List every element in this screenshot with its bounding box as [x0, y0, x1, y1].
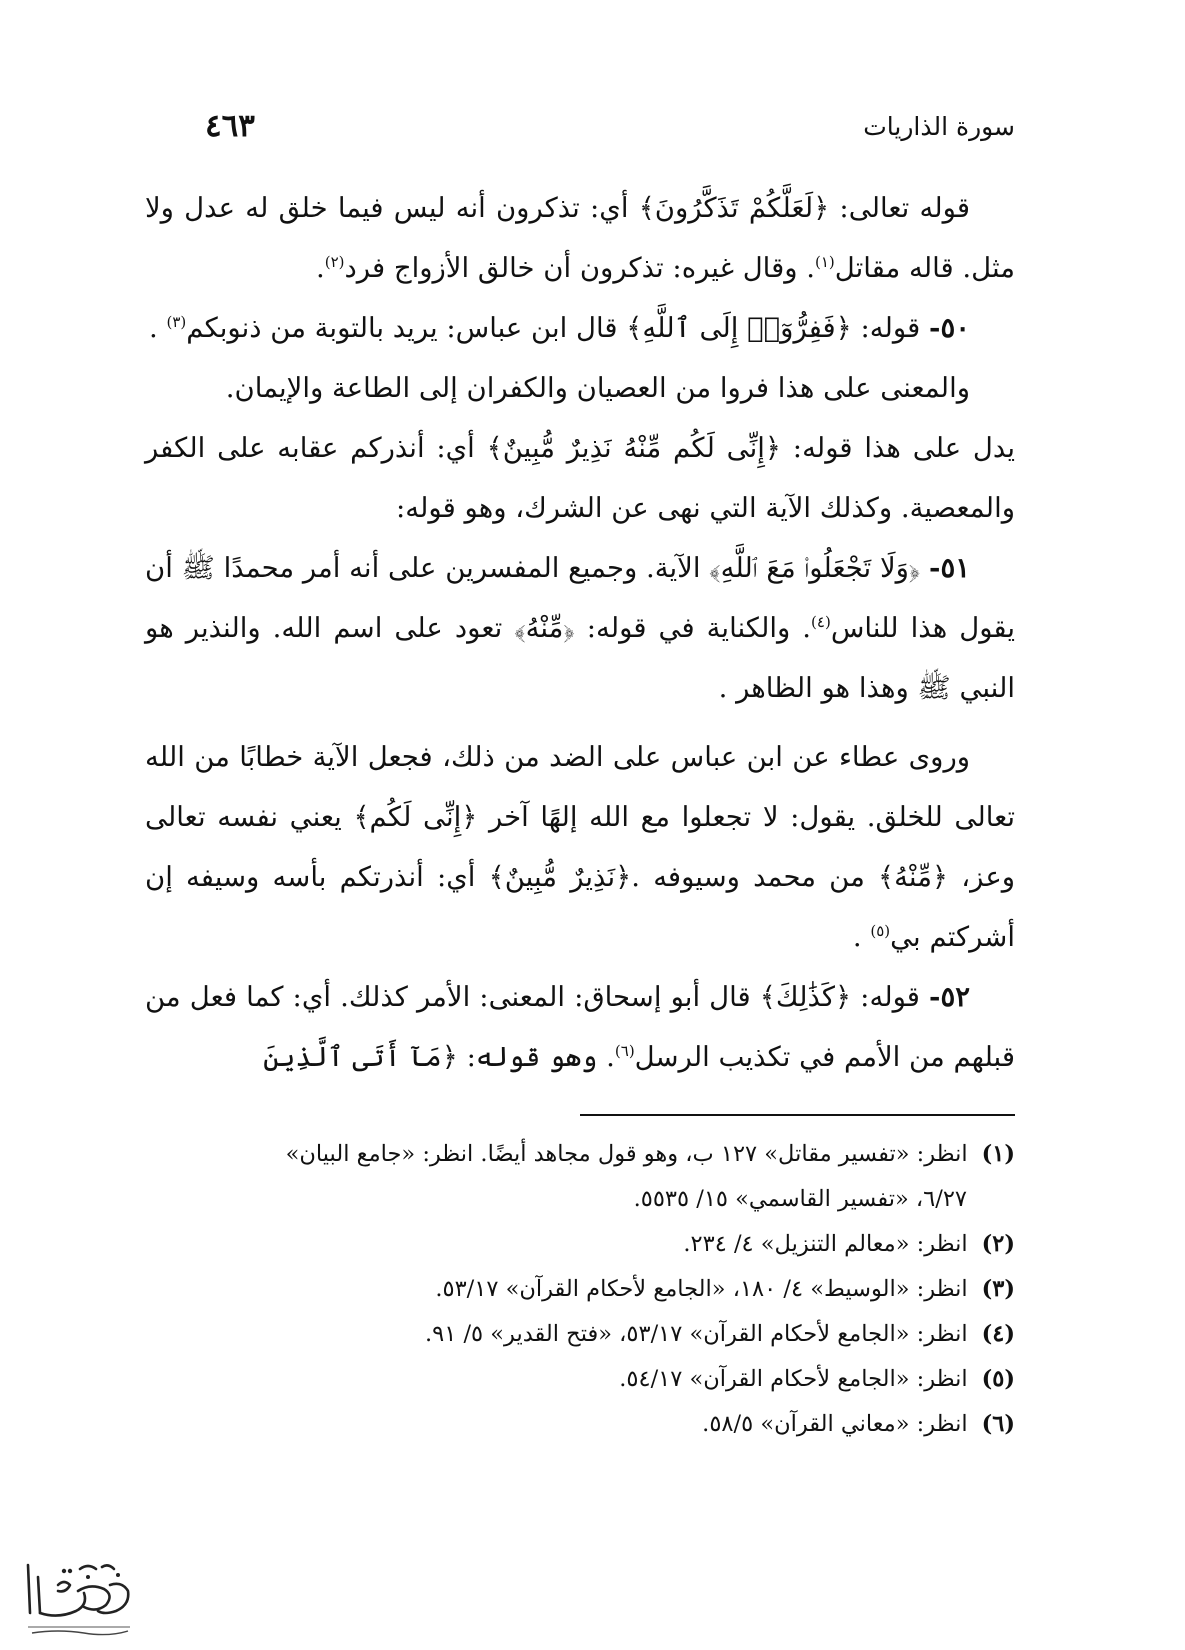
footnote-ref[interactable]: (٦)	[614, 1041, 635, 1060]
footnote-ref[interactable]: (٢)	[324, 252, 345, 271]
text-run: قوله تعالى:	[829, 192, 970, 224]
quran-quote: ﴿إِنِّى لَكُم مِّنْهُ نَذِيرٌ مُّبِينٌ﴾	[486, 432, 782, 464]
text-run: .	[316, 252, 325, 284]
text-run: أي: أنذرتكم بأسه وسيفه إن أشركتم بي	[145, 861, 1015, 953]
text-run: أي: أنذركم عقابه على الكفر والمعصية. وكذلك الآية التي نهى عن الشرك، وهو قوله:	[145, 432, 1015, 524]
surah-title: سورة الذاريات	[863, 112, 1015, 141]
quran-quote: ﴿مِّنْهُ﴾	[878, 861, 949, 893]
text-run: قال أبو إسحاق: المعنى: الأمر كذلك. أي: كما فعل من قبلهم من الأمم في تكذيب الرسل	[145, 981, 1015, 1073]
footnote-number: (٥)	[981, 1366, 1015, 1392]
footnote-number: (٣)	[981, 1276, 1015, 1302]
footnote-ref[interactable]: (٣)	[166, 312, 187, 331]
text-run: قوله:	[851, 312, 930, 344]
paragraph	[145, 538, 1015, 718]
quran-quote: ﴿فَفِرُّوٓا۟ إِلَى ٱللَّهِ﴾	[626, 312, 852, 344]
footnote-number: (٦)	[981, 1411, 1015, 1437]
footnote	[145, 1222, 1015, 1267]
paragraph	[145, 727, 1015, 967]
page-header	[205, 108, 1015, 152]
quran-quote: ﴿مَآ أَتَى ٱلَّذِينَ	[263, 1041, 458, 1073]
quran-quote: ﴿كَذَٰلِكَ﴾	[759, 981, 852, 1013]
footnote	[145, 1132, 1015, 1177]
quran-quote: ﴿لَعَلَّكُمْ تَذَكَّرُونَ﴾	[638, 192, 830, 224]
footnote-number: (٤)	[981, 1321, 1015, 1347]
text-run: .	[149, 312, 167, 344]
footnote	[145, 1267, 1015, 1312]
paragraph	[145, 967, 1015, 1087]
text-run: أي: تذكرون أنه ليس فيما خلق له عدل ولا مثل. قاله مقاتل	[145, 192, 1015, 284]
quran-quote: ﴿مِّنْهُ﴾	[514, 612, 575, 644]
text-run: من محمد وسيوفه .	[631, 861, 879, 893]
text-run: . وقال غيره: تذكرون أن خالق الأزواج فرد	[344, 252, 815, 284]
verse-number: ٥١-	[929, 552, 970, 584]
footnote-number: (١)	[981, 1141, 1015, 1167]
text-run: .	[852, 921, 871, 953]
footnote-text: انظر: «معالم التنزيل» ٤/ ٢٣٤.	[683, 1231, 968, 1257]
verse-number: ٥٢-	[929, 981, 970, 1013]
footnote-text: انظر: «الجامع لأحكام القرآن» ٥٤/١٧.	[619, 1366, 968, 1392]
footnote-text: انظر: «الجامع لأحكام القرآن» ٥٣/١٧، «فتح القدير» ٥/ ٩١.	[424, 1321, 968, 1347]
text-run: قال ابن عباس: يريد بالتوبة من ذنوبكم	[186, 312, 627, 344]
footnote-text: انظر: «معاني القرآن» ٥٨/٥.	[702, 1411, 968, 1437]
footnotes	[145, 1132, 1015, 1447]
text-run: الآية. وجميع المفسرين على أنه أمر محمدًا ﷺ أن يقول هذا للناس	[145, 552, 1015, 644]
text-run: يعني نفسه تعالى وعز،	[145, 801, 1016, 893]
footnote	[145, 1312, 1015, 1357]
verse-number: ٥٠-	[929, 312, 970, 344]
text-run: . والكناية في قوله:	[574, 612, 812, 644]
footnote-number: (٢)	[981, 1231, 1015, 1257]
text-run: يدل على هذا قوله:	[781, 432, 1015, 464]
quran-quote: ﴿وَلَا تَجْعَلُوا۟ مَعَ ٱللَّهِ﴾	[709, 552, 930, 584]
text-run: تعود على اسم الله. والنذير هو النبي ﷺ وهذا هو الظاهر .	[145, 612, 1015, 704]
calligraphy-logo	[18, 1555, 138, 1640]
paragraph	[145, 298, 1015, 358]
page-number: ٤٦٣	[205, 108, 255, 144]
text-run: . وهو قوله:	[457, 1041, 615, 1073]
quran-quote: ﴿نَذِيرٌ مُّبِينٌ﴾	[488, 861, 632, 893]
text-run: قوله:	[851, 981, 930, 1013]
main-text	[145, 178, 1015, 1087]
footnote	[145, 1177, 1015, 1222]
footnote-text: ٦/٢٧، «تفسير القاسمي» ١٥/ ٥٥٣٥.	[633, 1186, 967, 1212]
footnote-ref[interactable]: (١)	[814, 252, 835, 271]
footnote-divider	[580, 1114, 1015, 1116]
paragraph	[145, 178, 1015, 298]
quran-quote: ﴿إِنِّى لَكُم﴾	[353, 801, 478, 833]
text-run: وروى عطاء عن ابن عباس على الضد من ذلك، فجعل الآية خطابًا من الله تعالى للخلق. يقول: لا تجعلوا مع الله إلهًا آخر	[145, 741, 1015, 833]
footnote-text: انظر: «تفسير مقاتل» ١٢٧ ب، وهو قول مجاهد أيضًا. انظر: «جامع البيان»	[285, 1141, 968, 1167]
footnote-text: انظر: «الوسيط» ٤/ ١٨٠، «الجامع لأحكام القرآن» ٥٣/١٧.	[435, 1276, 968, 1302]
footnote	[145, 1357, 1015, 1402]
footnote-ref[interactable]: (٥)	[870, 921, 891, 940]
paragraph: والمعنى على هذا فروا من العصيان والكفران إلى الطاعة والإيمان.	[225, 372, 970, 404]
footnote	[145, 1402, 1015, 1447]
paragraph	[145, 418, 1015, 538]
footnote-ref[interactable]: (٤)	[811, 612, 831, 631]
